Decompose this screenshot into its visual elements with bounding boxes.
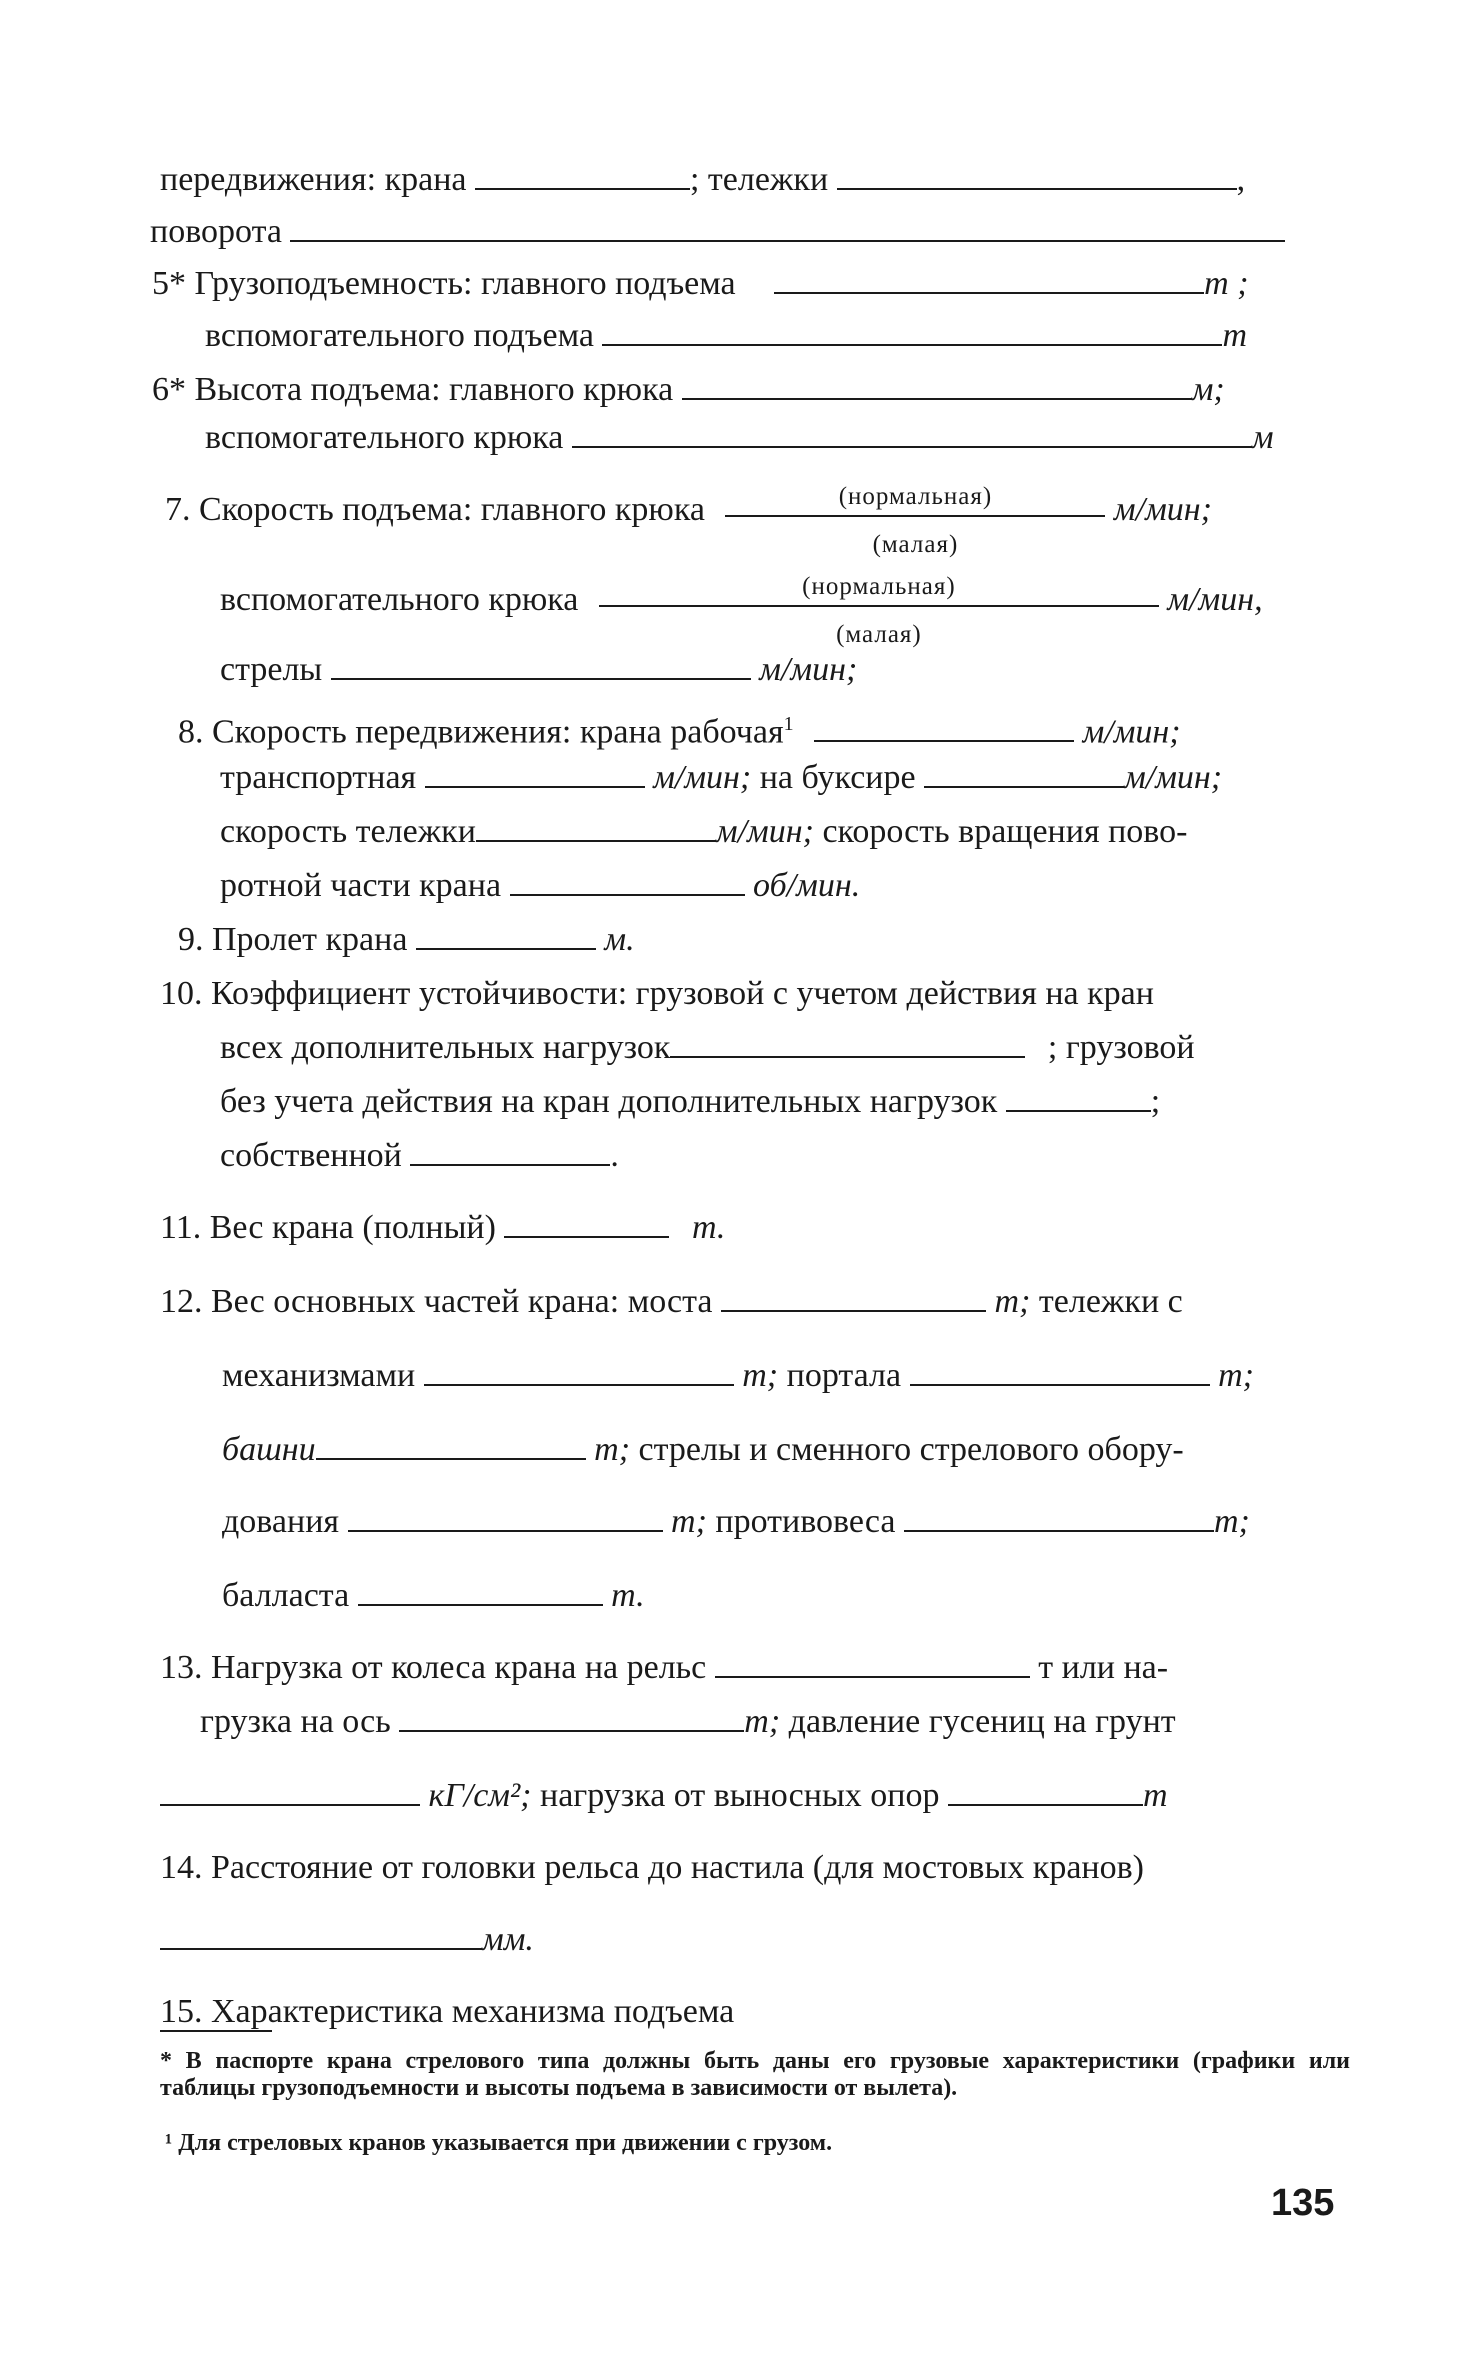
- footnote-text: ¹ Для стреловых кранов указывается при движении с грузом.: [165, 2130, 833, 2156]
- label: стрелы: [220, 651, 323, 688]
- blank-field[interactable]: [410, 1134, 610, 1166]
- unit: т;: [594, 1431, 631, 1468]
- blank-field[interactable]: [814, 710, 1074, 742]
- text-line: [220, 1080, 1160, 1124]
- label: ; тележки: [689, 161, 829, 198]
- unit: т;: [1218, 1357, 1254, 1394]
- footnote-ref: 1: [783, 713, 794, 735]
- blank-field[interactable]: [904, 1500, 1214, 1532]
- unit: т ;: [1204, 265, 1249, 302]
- text-line: [152, 262, 1249, 306]
- text-line: [220, 810, 1187, 854]
- text-line: [220, 1026, 1195, 1070]
- label: 15. Характеристика механизма подъема: [160, 1993, 735, 2030]
- label: .: [610, 1137, 619, 1174]
- footnote-text: * В паспорте крана стрелового типа должны быть даны его грузовые характеристики (графики или таблицы грузоподъемности и высоты подъема в зависимости от вылета).: [160, 2048, 1350, 2101]
- blank-field[interactable]: [160, 1918, 482, 1950]
- blank-field[interactable]: [910, 1354, 1210, 1386]
- blank-field[interactable]: [721, 1280, 986, 1312]
- blank-field[interactable]: [504, 1206, 669, 1238]
- blank-field[interactable]: [290, 210, 1285, 242]
- label: тележки с: [1038, 1283, 1183, 1320]
- text-line: [160, 158, 1245, 202]
- unit: м.: [604, 921, 635, 958]
- blank-field[interactable]: [160, 1774, 420, 1806]
- footnote-divider: [160, 2030, 272, 2032]
- blank-field[interactable]: [715, 1646, 1030, 1678]
- fraction-top: (нормальная): [802, 573, 956, 601]
- unit: т: [1222, 317, 1248, 354]
- blank-field[interactable]: [602, 314, 1222, 346]
- unit: м/мин;: [653, 759, 752, 796]
- unit: м/мин;: [759, 651, 858, 688]
- unit: т;: [744, 1703, 781, 1740]
- blank-field[interactable]: [682, 368, 1192, 400]
- text-line: [178, 702, 1181, 754]
- text-line: [160, 972, 1154, 1016]
- unit: м/мин;: [1124, 759, 1223, 796]
- unit: мм.: [482, 1921, 534, 1958]
- blank-field[interactable]: [774, 262, 1204, 294]
- text-line: [152, 368, 1225, 412]
- text-line: [165, 483, 1212, 559]
- text-line: [220, 756, 1222, 800]
- label: транспортная: [220, 759, 417, 796]
- label: собственной: [220, 1137, 402, 1174]
- unit: м/мин,: [1167, 581, 1263, 618]
- label: балласта: [222, 1577, 350, 1614]
- blank-field[interactable]: [399, 1700, 744, 1732]
- text-line: [220, 864, 860, 908]
- text-line: [222, 1428, 1184, 1472]
- text-line: [160, 1990, 734, 2034]
- blank-field[interactable]: [476, 810, 716, 842]
- blank-field[interactable]: [358, 1574, 603, 1606]
- unit: м/мин;: [1113, 491, 1212, 528]
- label: противовеса: [715, 1503, 896, 1540]
- text-line: [160, 1918, 534, 1962]
- label: всех дополнительных нагрузок: [220, 1029, 671, 1066]
- label: механизмами: [222, 1357, 416, 1394]
- label: 10. Коэффициент устойчивости: грузовой с учетом действия на кран: [160, 975, 1154, 1012]
- blank-field[interactable]: [948, 1774, 1143, 1806]
- label: ; грузовой: [1047, 1029, 1195, 1066]
- label: 5* Грузоподъемность: главного подъема: [152, 265, 736, 302]
- footnote-star: [160, 2048, 1350, 2102]
- text-line: [220, 1134, 619, 1178]
- label: т или на-: [1038, 1649, 1169, 1686]
- label: поворота: [150, 213, 282, 250]
- unit: об/мин.: [753, 867, 861, 904]
- label: скорость вращения пово-: [822, 813, 1188, 850]
- label: 8. Скорость передвижения: крана рабочая: [178, 713, 784, 751]
- label: вспомогательного подъема: [205, 317, 594, 354]
- label: дования: [222, 1503, 340, 1540]
- fraction-top: (нормальная): [838, 483, 993, 511]
- label: 12. Вес основных частей крана: моста: [160, 1283, 713, 1320]
- blank-field[interactable]: [670, 1026, 1025, 1058]
- label: башни: [222, 1431, 316, 1468]
- unit: м/мин;: [715, 813, 814, 850]
- label: без учета действия на кран дополнительных нагрузок: [220, 1083, 998, 1120]
- blank-field[interactable]: [424, 1354, 734, 1386]
- label: нагрузка от выносных опор: [540, 1777, 940, 1814]
- text-line: [178, 918, 635, 962]
- unit: т;: [1213, 1503, 1250, 1540]
- label: ,: [1236, 161, 1246, 198]
- text-line: [222, 1574, 645, 1618]
- label: передвижения: крана: [160, 161, 467, 198]
- label: ротной части крана: [220, 867, 502, 904]
- text-line: [222, 1500, 1250, 1544]
- text-line: [220, 573, 1263, 649]
- blank-field[interactable]: [475, 158, 690, 190]
- unit: т.: [691, 1209, 726, 1246]
- blank-field[interactable]: [1006, 1080, 1151, 1112]
- label: 6* Высота подъема: главного крюка: [152, 371, 674, 408]
- label: 14. Расстояние от головки рельса до настила (для мостовых кранов): [160, 1849, 1144, 1886]
- unit: т.: [611, 1577, 645, 1614]
- unit: м/мин;: [1082, 713, 1181, 751]
- text-line: [160, 1280, 1183, 1324]
- text-line: [205, 416, 1274, 460]
- text-line: [160, 1206, 725, 1250]
- text-line: [220, 648, 857, 692]
- unit: кГ/см²;: [428, 1777, 532, 1814]
- blank-field[interactable]: [316, 1428, 586, 1460]
- fraction-field[interactable]: [599, 573, 1159, 649]
- text-line: [160, 1774, 1168, 1818]
- blank-field[interactable]: [416, 918, 596, 950]
- label: скорость тележки: [220, 813, 476, 850]
- label: ;: [1150, 1083, 1161, 1120]
- label: 13. Нагрузка от колеса крана на рельс: [160, 1649, 707, 1686]
- label: давление гусениц на грунт: [788, 1703, 1176, 1740]
- blank-field[interactable]: [348, 1500, 663, 1532]
- fraction-bottom: (малая): [836, 621, 922, 649]
- unit: т;: [742, 1357, 779, 1394]
- text-line: [200, 1700, 1176, 1744]
- label: портала: [786, 1357, 902, 1394]
- page-number: 135: [1271, 2182, 1335, 2224]
- fraction-field[interactable]: [725, 483, 1105, 559]
- blank-field[interactable]: [425, 756, 645, 788]
- label: 9. Пролет крана: [178, 921, 408, 958]
- label: вспомогательного крюка: [205, 419, 564, 456]
- unit: м: [1251, 419, 1274, 456]
- blank-field[interactable]: [331, 648, 751, 680]
- text-line: [160, 1646, 1168, 1690]
- label: на буксире: [759, 759, 916, 796]
- label: вспомогательного крюка: [220, 581, 579, 618]
- text-line: [205, 314, 1247, 358]
- unit: м;: [1191, 371, 1225, 408]
- footnote-one: [165, 2130, 1355, 2157]
- text-line: [160, 1846, 1144, 1890]
- label: 7. Скорость подъема: главного крюка: [165, 491, 705, 528]
- label: 11. Вес крана (полный): [160, 1209, 496, 1246]
- blank-field[interactable]: [510, 864, 745, 896]
- blank-field[interactable]: [837, 158, 1237, 190]
- label: грузка на ось: [200, 1703, 391, 1740]
- fraction-bottom: (малая): [872, 531, 959, 559]
- text-line: [150, 210, 1285, 254]
- blank-field[interactable]: [572, 416, 1252, 448]
- label: стрелы и сменного стрелового обору-: [638, 1431, 1184, 1468]
- unit: т;: [671, 1503, 707, 1540]
- blank-field[interactable]: [924, 756, 1124, 788]
- unit: т;: [994, 1283, 1031, 1320]
- text-line: [222, 1354, 1254, 1398]
- unit: т: [1142, 1777, 1168, 1814]
